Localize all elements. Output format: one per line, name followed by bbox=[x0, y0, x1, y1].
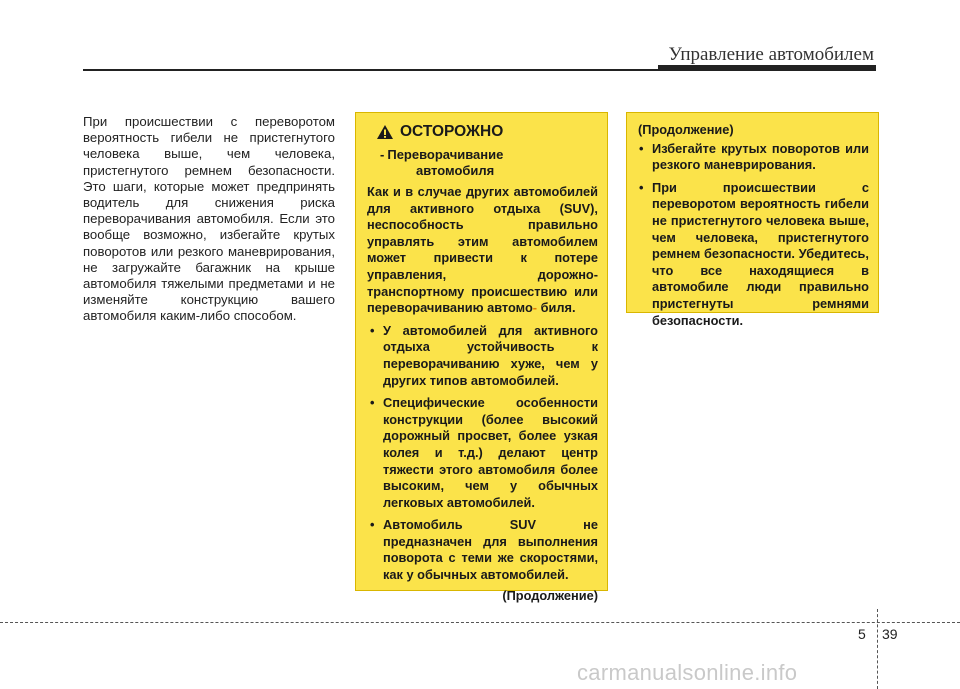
footer-divider bbox=[877, 609, 878, 689]
list-item: • Автомобиль SUV не предназначен для выполнения поворота с теми же скоростями, как у обычных автомобилей. bbox=[367, 517, 598, 583]
section-title: Управление автомобилем bbox=[668, 44, 874, 65]
warning-heading bbox=[376, 123, 598, 141]
footer-rule bbox=[0, 622, 960, 623]
chapter-number: 5 bbox=[858, 626, 866, 642]
warning-title: ОСТОРОЖНО bbox=[400, 123, 504, 140]
warning-body bbox=[367, 184, 598, 317]
warning-triangle-icon bbox=[376, 124, 394, 140]
warning-box bbox=[355, 112, 608, 603]
watermark: carmanualsonline.info bbox=[577, 660, 798, 685]
continuation-box bbox=[626, 112, 879, 328]
continuation-list bbox=[636, 141, 869, 330]
warning-body-hyphen: - bbox=[532, 300, 538, 316]
page-number: 39 bbox=[882, 626, 898, 642]
warning-subtitle-dash: - bbox=[380, 147, 385, 162]
warning-continued: (Продолжение) bbox=[502, 587, 598, 603]
header-rule-accent bbox=[658, 65, 876, 71]
warning-body-tail: биля. bbox=[540, 300, 576, 316]
warning-subtitle bbox=[380, 147, 598, 163]
list-item: • При происшествии с переворотом вероятность гибели не пристегнутого человека выше, чем человека, пристегнутого ремнем безопасности. Убедитесь, что все находящиеся в автомобиле люди правильно пристегнуты ремнями безопасности. bbox=[636, 180, 869, 329]
warning-subtitle-line2: автомобиля bbox=[416, 163, 495, 178]
warning-body-main: Как и в случае других автомобилей для активного отдыха (SUV), неспособность правильно управлять этим автомобилем может привести к потере управления, дорожно-транспортному происшествию или переворачиванию автомо bbox=[367, 184, 598, 316]
warning-subtitle-line1: Переворачивание bbox=[387, 147, 504, 162]
intro-paragraph: При происшествии с переворотом вероятность гибели не пристегнутого человека выше, чем человека, пристегнутого ремнем безопасности. Это шаги, которые может предпринять водитель для снижения риска переворачивания автомобиля. Если это вообще возможно, избегайте крутых поворотов или резкого маневрирования, не загружайте багажник на крыше автомобиля тяжелыми предметами и не изменяйте конструкцию вашего автомобиля каким-либо способом. bbox=[83, 114, 335, 324]
warning-list bbox=[367, 323, 598, 584]
continuation-heading: (Продолжение) bbox=[638, 122, 734, 137]
list-item: • Избегайте крутых поворотов или резкого маневрирования. bbox=[636, 141, 869, 174]
list-item: • Специфические особенности конструкции (более высокий дорожный просвет, более узкая колея и т.д.) делают центр тяжести этого автомобиля более высоким, чем у обычных легковых автомобилей. bbox=[367, 395, 598, 511]
list-item: • У автомобилей для активного отдыха устойчивость к переворачиванию хуже, чем у других типов автомобилей. bbox=[367, 323, 598, 389]
